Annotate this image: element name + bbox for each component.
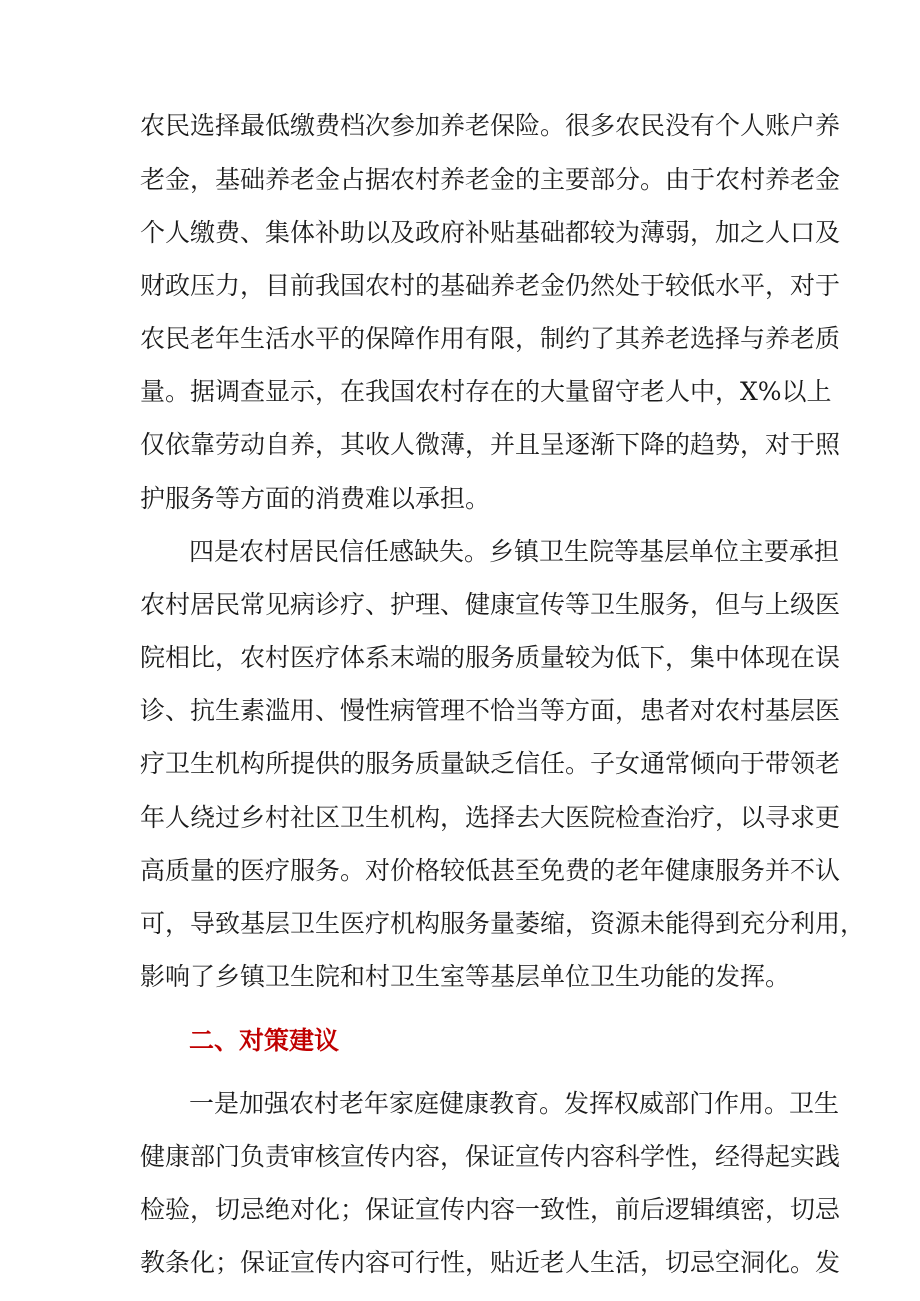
- text-line: 年人绕过乡村社区卫生机构，选择去大医院检查治疗，以寻求更: [140, 803, 841, 832]
- text-line: 检验，切忌绝对化；保证宣传内容一致性，前后逻辑缜密，切忌: [140, 1195, 841, 1224]
- text-line: 一是加强农村老年家庭健康教育。发挥权威部门作用。卫生: [189, 1089, 840, 1118]
- text-line: 老金，基础养老金占据农村养老金的主要部分。由于农村养老金: [140, 165, 841, 194]
- text-line: 农民老年生活水平的保障作用有限，制约了其养老选择与养老质: [140, 324, 841, 353]
- text-line: 教条化；保证宣传内容可行性，贴近老人生活，切忌空洞化。发: [140, 1248, 841, 1277]
- text-line: 四是农村居民信任感缺失。乡镇卫生院等基层单位主要承担: [189, 537, 840, 566]
- section-heading: 二、对策建议: [189, 1026, 340, 1055]
- text-line: 高质量的医疗服务。对价格较低甚至免费的老年健康服务并不认: [140, 856, 841, 885]
- text-line: 量。据调查显示，在我国农村存在的大量留守老人中，X%以上: [140, 377, 832, 406]
- text-line: 可，导致基层卫生医疗机构服务量萎缩，资源未能得到充分利用，: [140, 909, 866, 938]
- text-line: 影响了乡镇卫生院和村卫生室等基层单位卫生功能的发挥。: [140, 962, 791, 991]
- text-line: 农村居民常见病诊疗、护理、健康宣传等卫生服务，但与上级医: [140, 590, 841, 619]
- text-line: 院相比，农村医疗体系末端的服务质量较为低下，集中体现在误: [140, 643, 841, 672]
- text-line: 疗卫生机构所提供的服务质量缺乏信任。子女通常倾向于带领老: [140, 749, 841, 778]
- text-line: 健康部门负责审核宣传内容，保证宣传内容科学性，经得起实践: [140, 1142, 841, 1171]
- text-line: 仅依靠劳动自养，其收人微薄，并且呈逐渐下降的趋势，对于照: [140, 430, 841, 459]
- text-line: 护服务等方面的消费难以承担。: [140, 484, 491, 513]
- text-line: 农民选择最低缴费档次参加养老保险。很多农民没有个人账户养: [140, 111, 841, 140]
- text-line: 个人缴费、集体补助以及政府补贴基础都较为薄弱，加之人口及: [140, 218, 841, 247]
- text-line: 财政压力，目前我国农村的基础养老金仍然处于较低水平，对于: [140, 271, 841, 300]
- text-line: 诊、抗生素滥用、慢性病管理不恰当等方面，患者对农村基层医: [140, 696, 841, 725]
